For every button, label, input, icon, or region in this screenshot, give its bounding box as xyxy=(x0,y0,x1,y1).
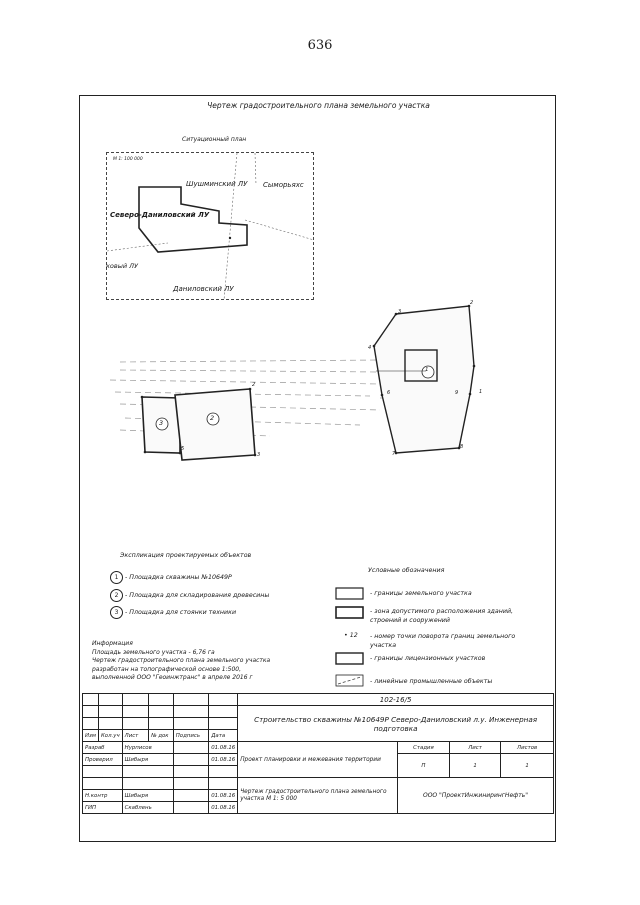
point-label: 7 xyxy=(392,451,396,457)
stamp-col-header: Лист xyxy=(122,730,148,742)
legend-title: Условные обозначения xyxy=(368,567,445,574)
stamp-stage-header: Листов xyxy=(501,742,554,754)
title-block xyxy=(82,693,554,814)
stamp-role: Проверил xyxy=(83,754,123,766)
stamp-stage-value: 1 xyxy=(501,754,554,778)
legend-point-sample: • 12 xyxy=(344,632,358,639)
sit-label-severo-danilovsky: Северо-Даниловский ЛУ xyxy=(110,211,210,219)
info-line: Площадь земельного участка - 6,76 га xyxy=(92,648,215,656)
page-number: 636 xyxy=(307,38,333,53)
point-label: 4 xyxy=(368,345,372,351)
stamp-date: 01.08.16 xyxy=(209,754,238,766)
point-label: 2 xyxy=(470,300,474,306)
explication-title: Экспликация проектируемых объектов xyxy=(120,552,252,559)
stamp-name: Скаблень xyxy=(122,802,173,814)
situation-plan-caption: Ситуационный план xyxy=(182,136,247,143)
info-line: Информация xyxy=(92,640,133,647)
info-block xyxy=(92,640,270,683)
situation-plan-lines xyxy=(107,153,314,300)
stamp-role: Разраб xyxy=(83,742,123,754)
explication-item-1 xyxy=(110,571,232,584)
site1-boundary xyxy=(374,306,474,453)
point-label: 8 xyxy=(460,444,464,450)
point-label: 5 xyxy=(181,446,185,452)
stamp-name: Шибыря xyxy=(122,790,173,802)
stamp-stage-header: Лист xyxy=(449,742,500,754)
stamp-section-title: Проект планировки и межевания территории xyxy=(238,742,398,778)
stamp-sheet-title: Чертеж градостроительного плана земельного участка М 1: 5 000 xyxy=(238,778,398,814)
info-line: выполненной ООО "Геоинжтранс" в апреле 2016 г xyxy=(92,674,253,682)
situation-license-area xyxy=(139,187,247,252)
sit-label-partial: ковый ЛУ xyxy=(106,262,139,270)
stamp-col-header: Подпись xyxy=(173,730,208,742)
legend-item-linear: - линейные промышленные объекты xyxy=(370,678,493,685)
legend-item-license: - границы лицензионных участков xyxy=(370,655,486,662)
drawing-title: Чертеж градостроительного плана земельного участка xyxy=(207,101,430,110)
site2-label: 2 xyxy=(210,414,215,422)
point-label: 3 xyxy=(398,309,402,315)
point-label: 9 xyxy=(455,390,459,396)
stamp-stage-value: П xyxy=(398,754,450,778)
sit-label-symoryakh: Сыморьяхс xyxy=(263,181,304,189)
explication-num-1: 1 xyxy=(110,571,123,584)
stamp-code: 102-16/5 xyxy=(238,694,554,706)
stamp-project-title: Строительство скважины №10649Р Северо-Даниловский л.у. Инженерная подготовка xyxy=(238,706,554,742)
stamp-col-header: Изм xyxy=(83,730,99,742)
legend-item-building-zone: - зона допустимого расположения зданий, строений и сооружений xyxy=(370,608,514,624)
info-line: Чертеж градостроительного плана земельного участка xyxy=(92,657,271,665)
point-label: 3 xyxy=(257,452,261,458)
sit-label-danilovsky: Даниловский ЛУ xyxy=(173,285,234,293)
legend-item-point-number: - номер точки поворота границ земельного участка xyxy=(370,633,516,649)
situation-plan-scale: М 1: 100 000 xyxy=(113,157,143,162)
explication-item-2 xyxy=(110,589,269,602)
sit-label-shushminsky: Шушминский ЛУ xyxy=(186,180,248,188)
info-line: разработан на топографической основе 1:500, xyxy=(92,665,242,673)
stamp-stage-value: 1 xyxy=(449,754,500,778)
site1-label: 1 xyxy=(425,367,429,373)
point-label: 6 xyxy=(387,390,391,396)
stamp-organization: ООО "ПроектИнжинирингНефть" xyxy=(398,778,554,814)
site3-label: 3 xyxy=(159,419,164,427)
stamp-role: Н.контр xyxy=(83,790,123,802)
explication-item-3 xyxy=(110,606,236,619)
stamp-name: Шибыря xyxy=(122,754,173,766)
stamp-name: Нурписов xyxy=(122,742,173,754)
point-label: 1 xyxy=(479,389,483,395)
stamp-col-header: № док xyxy=(148,730,173,742)
explication-text-3: - Площадка для стоянки техники xyxy=(125,609,237,616)
point-label: 2 xyxy=(252,382,256,388)
stamp-col-header: Дата xyxy=(209,730,238,742)
explication-num-3: 3 xyxy=(110,606,123,619)
legend-item-boundary: - границы земельного участка xyxy=(370,590,472,597)
explication-text-1: - Площадка скважины №10649Р xyxy=(125,574,232,581)
explication-num-2: 2 xyxy=(110,589,123,602)
stamp-stage-header: Стадия xyxy=(398,742,450,754)
explication-text-2: - Площадка для складирования древесины xyxy=(125,592,270,599)
stamp-date: 01.08.16 xyxy=(209,790,238,802)
stamp-date: 01.08.16 xyxy=(209,802,238,814)
stamp-col-header: Кол.уч xyxy=(98,730,122,742)
stamp-role: ГИП xyxy=(83,802,123,814)
stamp-date: 01.08.16 xyxy=(209,742,238,754)
